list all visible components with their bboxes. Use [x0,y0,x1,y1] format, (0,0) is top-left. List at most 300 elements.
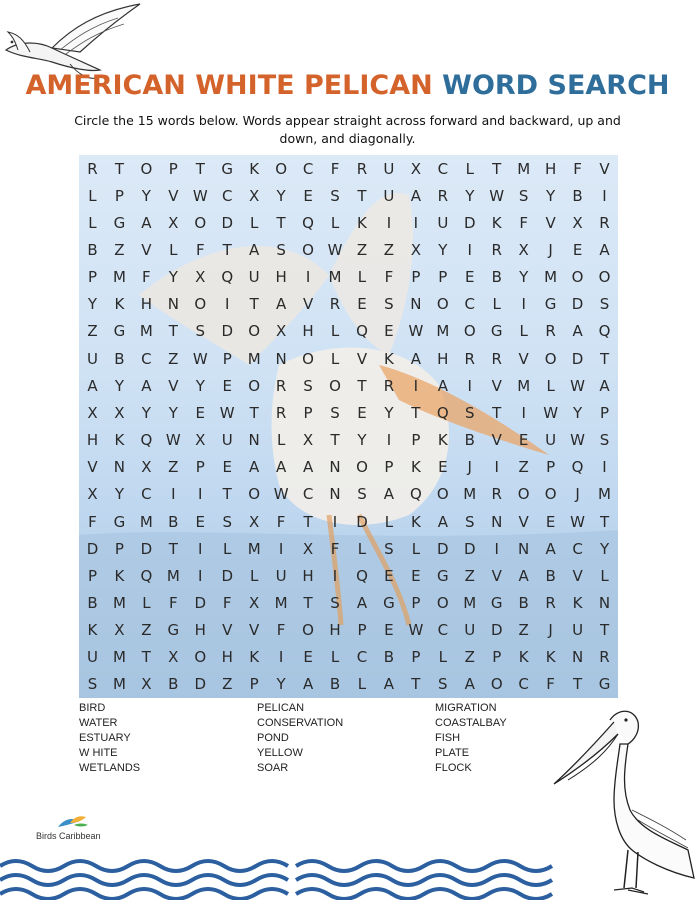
grid-letter[interactable]: M [112,648,126,667]
grid-letter[interactable]: J [575,485,580,504]
grid-letter[interactable]: O [436,593,449,612]
grid-letter[interactable]: E [357,403,367,422]
grid-letter[interactable]: E [384,322,394,341]
grid-letter[interactable]: O [248,376,261,395]
grid-letter[interactable]: B [114,349,125,368]
grid-letter[interactable]: A [141,213,152,232]
grid-letter[interactable]: B [329,675,341,694]
grid-letter[interactable]: V [518,349,529,368]
grid-letter[interactable]: M [598,485,611,504]
grid-letter[interactable]: S [303,376,313,395]
grid-letter[interactable]: Y [114,376,124,395]
grid-letter[interactable]: X [572,213,583,232]
grid-letter[interactable]: Z [141,621,152,640]
grid-letter[interactable]: P [114,539,124,558]
grid-letter[interactable]: A [302,458,314,477]
grid-letter[interactable]: D [221,566,233,585]
grid-letter[interactable]: S [330,593,340,612]
grid-letter[interactable]: C [302,159,314,178]
grid-letter[interactable]: K [357,213,367,232]
grid-letter[interactable]: I [171,485,176,504]
grid-letter[interactable]: V [222,621,233,640]
grid-letter[interactable]: L [600,566,609,585]
grid-letter[interactable]: I [332,512,338,531]
grid-letter[interactable]: D [571,349,584,368]
grid-letter[interactable]: Y [141,403,151,422]
grid-letter[interactable]: O [436,485,449,504]
grid-letter[interactable]: R [599,213,610,232]
grid-letter[interactable]: Z [383,241,395,260]
grid-letter[interactable]: O [436,295,449,314]
grid-letter[interactable]: W [570,512,585,531]
grid-letter[interactable]: F [88,512,97,531]
grid-letter[interactable]: X [302,431,314,450]
grid-letter[interactable]: O [302,241,314,260]
grid-letter[interactable]: Y [572,403,583,422]
grid-letter[interactable]: I [225,295,230,314]
grid-letter[interactable]: B [491,268,502,287]
grid-letter[interactable]: R [275,403,287,422]
grid-letter[interactable]: S [357,485,367,504]
grid-letter[interactable]: P [222,349,232,368]
grid-letter[interactable]: E [195,512,206,531]
grid-letter[interactable]: T [114,159,124,178]
grid-letter[interactable]: U [275,566,287,585]
grid-letter[interactable]: I [278,648,284,667]
grid-letter[interactable]: P [411,593,421,612]
grid-letter[interactable]: C [437,159,449,178]
grid-letter[interactable]: J [467,458,472,477]
grid-letter[interactable]: O [490,675,503,694]
grid-letter[interactable]: D [437,539,449,558]
grid-letter[interactable]: D [490,621,503,640]
grid-letter[interactable]: K [518,648,529,667]
grid-letter[interactable]: O [302,349,314,368]
grid-letter[interactable]: L [519,322,528,341]
grid-letter[interactable]: P [411,648,421,667]
grid-letter[interactable]: G [544,295,557,314]
grid-letter[interactable]: C [141,485,152,504]
grid-letter[interactable]: H [194,621,206,640]
grid-letter[interactable]: F [573,159,582,178]
grid-letter[interactable]: O [275,159,288,178]
grid-letter[interactable]: V [599,159,610,178]
grid-letter[interactable]: E [411,566,421,585]
grid-letter[interactable]: L [411,539,421,558]
grid-letter[interactable]: T [168,539,178,558]
grid-letter[interactable]: L [169,241,178,260]
grid-letter[interactable]: V [518,512,529,531]
grid-letter[interactable]: L [357,675,367,694]
grid-letter[interactable]: Y [357,431,367,450]
grid-letter[interactable]: K [437,431,448,450]
grid-letter[interactable]: E [518,431,529,450]
grid-letter[interactable]: M [544,268,558,287]
grid-letter[interactable]: H [86,431,99,450]
grid-letter[interactable]: C [221,186,233,205]
grid-letter[interactable]: C [302,485,314,504]
grid-letter[interactable]: A [383,485,395,504]
grid-letter[interactable]: E [384,621,394,640]
grid-letter[interactable]: D [571,295,584,314]
grid-letter[interactable]: D [463,213,476,232]
grid-letter[interactable]: U [383,159,395,178]
grid-letter[interactable]: I [386,213,392,232]
grid-letter[interactable]: P [114,186,124,205]
grid-letter[interactable]: L [330,648,340,667]
grid-letter[interactable]: T [599,621,610,640]
grid-letter[interactable]: L [223,539,232,558]
grid-letter[interactable]: R [383,376,395,395]
grid-letter[interactable]: M [112,268,126,287]
grid-letter[interactable]: A [410,349,421,368]
grid-letter[interactable]: T [572,675,583,694]
grid-letter[interactable]: A [545,539,556,558]
grid-letter[interactable]: R [356,159,368,178]
grid-letter[interactable]: W [273,485,289,504]
grid-letter[interactable]: L [330,322,340,341]
grid-letter[interactable]: H [302,322,314,341]
grid-letter[interactable]: E [303,186,313,205]
grid-letter[interactable]: T [492,403,502,422]
grid-letter[interactable]: Z [168,349,179,368]
grid-letter[interactable]: Q [140,566,153,585]
grid-letter[interactable]: G [490,322,503,341]
grid-letter[interactable]: M [139,322,153,341]
grid-letter[interactable]: P [384,458,394,477]
grid-letter[interactable]: L [88,213,97,232]
grid-letter[interactable]: W [570,376,585,395]
grid-letter[interactable]: X [168,648,179,667]
grid-letter[interactable]: H [437,349,449,368]
grid-letter[interactable]: G [383,593,395,612]
grid-letter[interactable]: A [141,376,152,395]
grid-letter[interactable]: G [221,159,234,178]
grid-letter[interactable]: K [114,566,125,585]
grid-letter[interactable]: Z [464,566,475,585]
grid-letter[interactable]: Q [598,322,611,341]
grid-letter[interactable]: I [602,458,607,477]
grid-letter[interactable]: A [437,512,448,531]
grid-letter[interactable]: C [437,621,449,640]
grid-letter[interactable]: A [464,675,475,694]
grid-letter[interactable]: X [87,403,98,422]
grid-letter[interactable]: K [545,648,556,667]
grid-letter[interactable]: P [249,675,259,694]
grid-letter[interactable]: X [141,675,152,694]
grid-letter[interactable]: D [221,213,233,232]
grid-letter[interactable]: N [167,295,179,314]
grid-letter[interactable]: A [599,241,610,260]
grid-letter[interactable]: L [465,159,474,178]
grid-letter[interactable]: K [249,159,260,178]
grid-letter[interactable]: T [303,512,313,531]
grid-letter[interactable]: A [275,295,287,314]
grid-letter[interactable]: Q [356,322,368,341]
grid-letter[interactable]: D [221,322,233,341]
grid-letter[interactable]: U [464,621,476,640]
grid-letter[interactable]: S [599,295,610,314]
grid-letter[interactable]: C [572,539,583,558]
grid-letter[interactable]: Q [436,403,449,422]
grid-letter[interactable]: Z [464,648,475,667]
grid-letter[interactable]: W [408,322,424,341]
grid-letter[interactable]: X [275,322,287,341]
grid-letter[interactable]: Q [221,268,234,287]
grid-letter[interactable]: R [275,376,287,395]
grid-letter[interactable]: N [571,648,584,667]
grid-letter[interactable]: N [491,512,503,531]
grid-letter[interactable]: X [114,621,125,640]
grid-letter[interactable]: X [87,485,98,504]
grid-letter[interactable]: T [249,403,259,422]
grid-letter[interactable]: K [410,458,421,477]
grid-letter[interactable]: T [599,512,610,531]
grid-letter[interactable]: E [222,376,232,395]
grid-letter[interactable]: Y [599,539,610,558]
grid-letter[interactable]: G [167,621,180,640]
grid-letter[interactable]: T [411,403,421,422]
grid-letter[interactable]: Y [546,186,556,205]
grid-letter[interactable]: Y [168,268,178,287]
grid-letter[interactable]: T [303,593,313,612]
grid-letter[interactable]: U [572,621,584,640]
grid-letter[interactable]: F [546,675,555,694]
grid-letter[interactable]: F [330,539,340,558]
grid-letter[interactable]: Y [438,241,448,260]
grid-letter[interactable]: P [411,268,421,287]
grid-letter[interactable]: T [222,485,232,504]
grid-letter[interactable]: L [330,349,340,368]
grid-letter[interactable]: I [521,403,526,422]
grid-letter[interactable]: K [572,593,583,612]
grid-letter[interactable]: R [491,349,502,368]
grid-letter[interactable]: H [140,295,152,314]
grid-letter[interactable]: Q [409,485,422,504]
grid-letter[interactable]: F [195,241,205,260]
grid-letter[interactable]: S [465,512,475,531]
grid-letter[interactable]: Q [140,431,153,450]
grid-letter[interactable]: R [545,593,556,612]
grid-letter[interactable]: Y [465,186,475,205]
grid-letter[interactable]: L [384,512,394,531]
grid-letter[interactable]: W [327,241,343,260]
grid-letter[interactable]: U [221,431,233,450]
grid-letter[interactable]: W [192,186,208,205]
grid-letter[interactable]: X [249,593,260,612]
grid-letter[interactable]: Q [302,213,314,232]
grid-letter[interactable]: O [517,485,530,504]
grid-letter[interactable]: V [141,241,152,260]
grid-letter[interactable]: I [413,376,419,395]
grid-letter[interactable]: V [572,566,583,585]
grid-letter[interactable]: E [545,512,556,531]
grid-letter[interactable]: Y [87,295,98,314]
grid-letter[interactable]: R [329,295,341,314]
grid-letter[interactable]: H [329,621,341,640]
grid-letter[interactable]: D [86,539,99,558]
grid-letter[interactable]: O [194,295,207,314]
grid-letter[interactable]: B [464,431,475,450]
grid-letter[interactable]: S [195,322,206,341]
grid-letter[interactable]: O [194,213,207,232]
grid-letter[interactable]: X [249,186,260,205]
grid-letter[interactable]: X [114,403,125,422]
grid-letter[interactable]: R [464,349,475,368]
grid-letter[interactable]: W [192,349,208,368]
grid-letter[interactable]: S [276,241,286,260]
grid-letter[interactable]: P [411,431,421,450]
grid-letter[interactable]: W [543,403,559,422]
grid-letter[interactable]: C [141,349,152,368]
grid-letter[interactable]: I [467,241,472,260]
grid-letter[interactable]: S [384,539,394,558]
grid-letter[interactable]: Z [518,458,529,477]
grid-letter[interactable]: L [492,295,501,314]
grid-letter[interactable]: Y [276,675,286,694]
grid-letter[interactable]: V [87,458,98,477]
grid-letter[interactable]: Z [168,458,179,477]
grid-letter[interactable]: P [546,458,556,477]
grid-letter[interactable]: K [491,213,502,232]
grid-letter[interactable]: U [86,349,98,368]
grid-letter[interactable]: T [330,431,340,450]
grid-letter[interactable]: I [494,539,499,558]
grid-letter[interactable]: E [384,566,394,585]
grid-letter[interactable]: G [490,593,503,612]
grid-letter[interactable]: M [166,566,180,585]
grid-letter[interactable]: N [518,539,530,558]
grid-letter[interactable]: E [195,403,206,422]
grid-letter[interactable]: P [303,403,313,422]
grid-letter[interactable]: G [113,512,126,531]
grid-letter[interactable]: U [437,213,449,232]
grid-letter[interactable]: T [357,186,367,205]
grid-letter[interactable]: Y [114,485,124,504]
grid-letter[interactable]: F [519,213,528,232]
grid-letter[interactable]: W [570,431,585,450]
grid-letter[interactable]: L [249,213,259,232]
grid-letter[interactable]: R [491,485,502,504]
grid-letter[interactable]: H [221,648,233,667]
grid-letter[interactable]: V [491,431,502,450]
grid-letter[interactable]: T [141,648,151,667]
grid-letter[interactable]: T [195,159,205,178]
grid-letter[interactable]: I [494,458,499,477]
grid-letter[interactable]: L [276,431,286,450]
grid-letter[interactable]: R [545,322,556,341]
grid-letter[interactable]: S [518,186,529,205]
grid-letter[interactable]: I [413,213,419,232]
grid-letter[interactable]: I [198,566,203,585]
grid-letter[interactable]: O [248,322,261,341]
grid-letter[interactable]: G [113,322,126,341]
grid-letter[interactable]: E [357,295,367,314]
grid-letter[interactable]: G [598,675,611,694]
grid-letter[interactable]: B [87,241,98,260]
grid-letter[interactable]: M [112,675,126,694]
grid-letter[interactable]: I [386,431,392,450]
grid-letter[interactable]: P [492,648,502,667]
grid-letter[interactable]: O [194,648,207,667]
grid-letter[interactable]: Y [276,186,286,205]
grid-letter[interactable]: F [222,593,232,612]
grid-letter[interactable]: H [302,566,314,585]
grid-letter[interactable]: W [408,621,424,640]
grid-letter[interactable]: L [249,566,259,585]
grid-letter[interactable]: J [548,621,553,640]
grid-letter[interactable]: Q [356,566,368,585]
grid-letter[interactable]: W [165,431,181,450]
grid-letter[interactable]: P [87,268,97,287]
grid-letter[interactable]: V [545,213,556,232]
grid-letter[interactable]: Z [222,675,233,694]
grid-letter[interactable]: B [168,675,179,694]
grid-letter[interactable]: Y [195,376,205,395]
grid-letter[interactable]: N [329,458,341,477]
grid-letter[interactable]: N [248,431,260,450]
grid-letter[interactable]: A [275,458,287,477]
grid-letter[interactable]: I [467,376,472,395]
grid-letter[interactable]: T [357,376,367,395]
grid-letter[interactable]: Z [518,621,529,640]
grid-letter[interactable]: V [491,566,502,585]
grid-letter[interactable]: U [545,431,557,450]
grid-letter[interactable]: D [356,512,368,531]
grid-letter[interactable]: M [139,512,153,531]
grid-letter[interactable]: T [168,322,178,341]
grid-letter[interactable]: M [112,593,126,612]
grid-letter[interactable]: P [600,403,610,422]
grid-letter[interactable]: W [219,403,235,422]
grid-letter[interactable]: X [410,159,421,178]
grid-letter[interactable]: A [599,376,610,395]
grid-letter[interactable]: A [249,241,260,260]
grid-letter[interactable]: O [544,349,557,368]
grid-letter[interactable]: I [602,186,607,205]
grid-letter[interactable]: F [330,159,340,178]
grid-letter[interactable]: O [571,268,584,287]
grid-letter[interactable]: A [518,566,529,585]
grid-letter[interactable]: S [330,186,340,205]
grid-letter[interactable]: V [249,621,260,640]
grid-letter[interactable]: M [517,159,531,178]
grid-letter[interactable]: H [275,268,287,287]
grid-letter[interactable]: S [330,403,340,422]
grid-letter[interactable]: I [198,485,203,504]
grid-letter[interactable]: Q [571,458,584,477]
grid-letter[interactable]: C [518,675,529,694]
grid-letter[interactable]: U [86,648,98,667]
grid-letter[interactable]: Z [356,241,368,260]
grid-letter[interactable]: O [248,485,261,504]
grid-letter[interactable]: V [168,376,179,395]
grid-letter[interactable]: A [302,675,314,694]
grid-letter[interactable]: T [276,213,286,232]
grid-letter[interactable]: A [356,593,368,612]
grid-letter[interactable]: M [247,349,261,368]
grid-letter[interactable]: M [463,593,477,612]
grid-letter[interactable]: E [222,458,232,477]
grid-letter[interactable]: I [332,566,338,585]
grid-letter[interactable]: D [140,539,153,558]
grid-letter[interactable]: Y [519,268,529,287]
grid-letter[interactable]: B [168,512,179,531]
grid-letter[interactable]: L [142,593,151,612]
grid-letter[interactable]: B [518,593,529,612]
grid-letter[interactable]: Z [114,241,125,260]
grid-letter[interactable]: I [521,295,526,314]
